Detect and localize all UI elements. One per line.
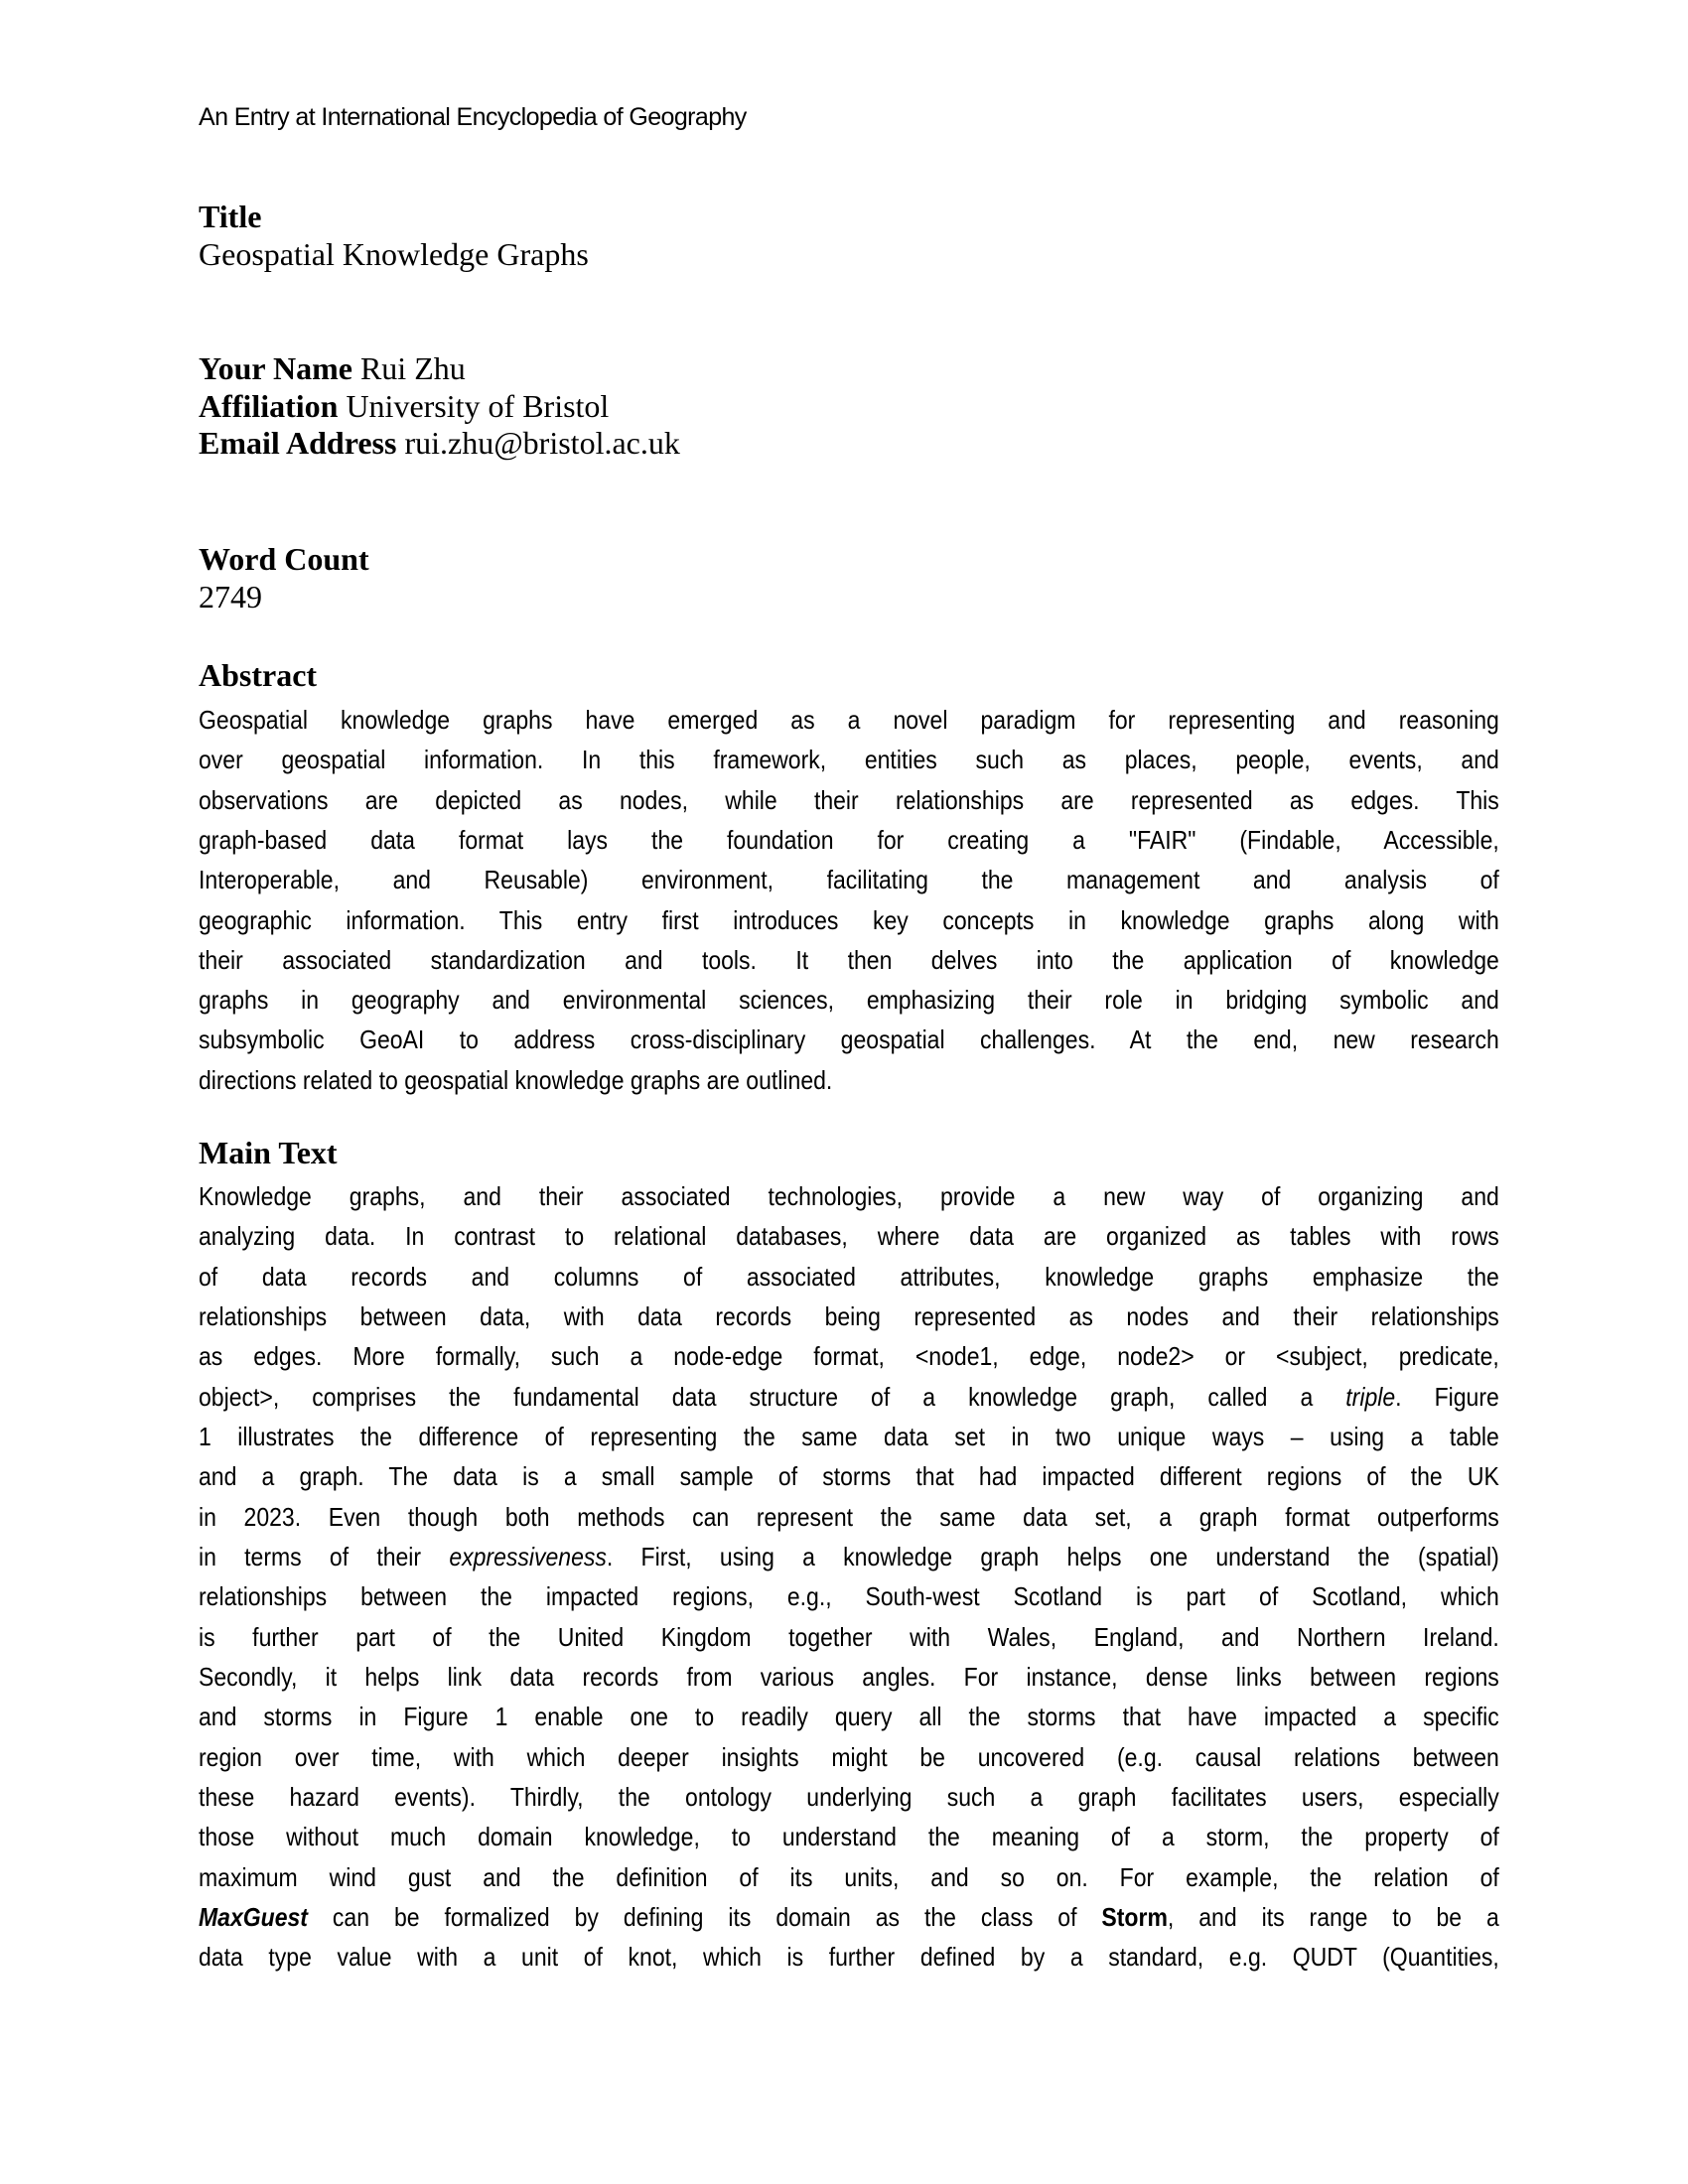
title-label-text: Title	[199, 199, 262, 234]
abstract-line: over geospatial information. In this framework, entities such as places, people, events, and	[199, 745, 1499, 774]
title-label	[199, 199, 261, 235]
affiliation-value: University of Bristol	[346, 388, 610, 424]
affiliation-row	[199, 388, 609, 425]
main-line: and storms in Figure 1 enable one to readily query all the storms that have impacted a specific	[199, 1702, 1499, 1731]
main-line: relationships between the impacted regions, e.g., South-west Scotland is part of Scotland, which	[199, 1581, 1499, 1611]
main-line: in terms of their expressiveness. First, using a knowledge graph helps one understand the (spatial)	[199, 1542, 1499, 1571]
main-text-heading	[199, 1135, 338, 1171]
name-value: Rui Zhu	[359, 350, 466, 386]
abstract-line-last: directions related to geospatial knowledge graphs are outlined.	[199, 1065, 833, 1095]
main-line: and a graph. The data is a small sample of storms that had impacted different regions of the UK	[199, 1461, 1499, 1491]
word-count-label	[199, 541, 369, 578]
main-line: those without much domain knowledge, to understand the meaning of a storm, the property of	[199, 1822, 1499, 1851]
main-line: relationships between data, with data records being represented as nodes and their relationships	[199, 1301, 1499, 1331]
name-label: Your Name	[199, 350, 352, 386]
abstract-heading	[199, 657, 317, 694]
italic-term-triple: triple	[1345, 1382, 1396, 1412]
email-label: Email Address	[199, 425, 397, 461]
main-line: of data records and columns of associated attributes, knowledge graphs emphasize the	[199, 1262, 1499, 1292]
title-value: Geospatial Knowledge Graphs	[199, 236, 589, 272]
main-line: maximum wind gust and the definition of its units, and so on. For example, the relation of	[199, 1862, 1499, 1892]
main-line: Knowledge graphs, and their associated technologies, provide a new way of organizing and	[199, 1181, 1499, 1211]
entry-line: An Entry at International Encyclopedia of Geography	[199, 103, 747, 131]
abstract-line: graph-based data format lays the foundation for creating a "FAIR" (Findable, Accessible,	[199, 825, 1499, 855]
bold-italic-term-maxguest: MaxGuest	[199, 1902, 308, 1932]
abstract-line: observations are depicted as nodes, while their relationships are represented as edges. This	[199, 785, 1499, 815]
email-value: rui.zhu@bristol.ac.uk	[404, 425, 680, 461]
abstract-line: Interoperable, and Reusable) environment, facilitating the management and analysis of	[199, 865, 1499, 894]
main-line: analyzing data. In contrast to relational databases, where data are organized as tables with rows	[199, 1221, 1499, 1251]
main-line: object>, comprises the fundamental data structure of a knowledge graph, called a triple. Figure	[199, 1382, 1499, 1412]
main-line: 1 illustrates the difference of representing the same data set in two unique ways – using a table	[199, 1422, 1499, 1451]
main-line: region over time, with which deeper insights might be uncovered (e.g. causal relations between	[199, 1742, 1499, 1772]
word-count-value: 2749	[199, 579, 262, 614]
abstract-heading-text: Abstract	[199, 657, 318, 693]
word-count-label-text: Word Count	[199, 541, 369, 577]
abstract-line: geographic information. This entry first introduces key concepts in knowledge graphs along with	[199, 905, 1499, 935]
abstract-line: Geospatial knowledge graphs have emerged as a novel paradigm for representing and reasoning	[199, 705, 1499, 735]
affiliation-label: Affiliation	[199, 388, 339, 424]
main-line: these hazard events). Thirdly, the ontology underlying such a graph facilitates users, especially	[199, 1782, 1499, 1812]
main-line: data type value with a unit of knot, which is further defined by a standard, e.g. QUDT (Quantities,	[199, 1942, 1499, 1972]
document-header	[199, 103, 747, 132]
italic-term-expressiveness: expressiveness	[449, 1542, 607, 1571]
main-line: in 2023. Even though both methods can represent the same data set, a graph format outperforms	[199, 1502, 1499, 1532]
bold-term-storm: Storm	[1101, 1902, 1168, 1932]
email-row	[199, 425, 680, 462]
main-line: Secondly, it helps link data records from various angles. For instance, dense links between regions	[199, 1662, 1499, 1692]
main-line: as edges. More formally, such a node-edge format, <node1, edge, node2> or <subject, predicate,	[199, 1341, 1499, 1371]
abstract-line: graphs in geography and environmental sciences, emphasizing their role in bridging symbolic and	[199, 985, 1499, 1015]
main-line: is further part of the United Kingdom together with Wales, England, and Northern Ireland.	[199, 1622, 1499, 1652]
author-name-row	[199, 350, 466, 387]
abstract-line: their associated standardization and tools. It then delves into the application of knowledge	[199, 945, 1499, 975]
main-line: MaxGuest can be formalized by defining its domain as the class of Storm, and its range to be a	[199, 1902, 1499, 1932]
abstract-line: subsymbolic GeoAI to address cross-disciplinary geospatial challenges. At the end, new research	[199, 1024, 1499, 1054]
main-text-heading-text: Main Text	[199, 1135, 338, 1170]
